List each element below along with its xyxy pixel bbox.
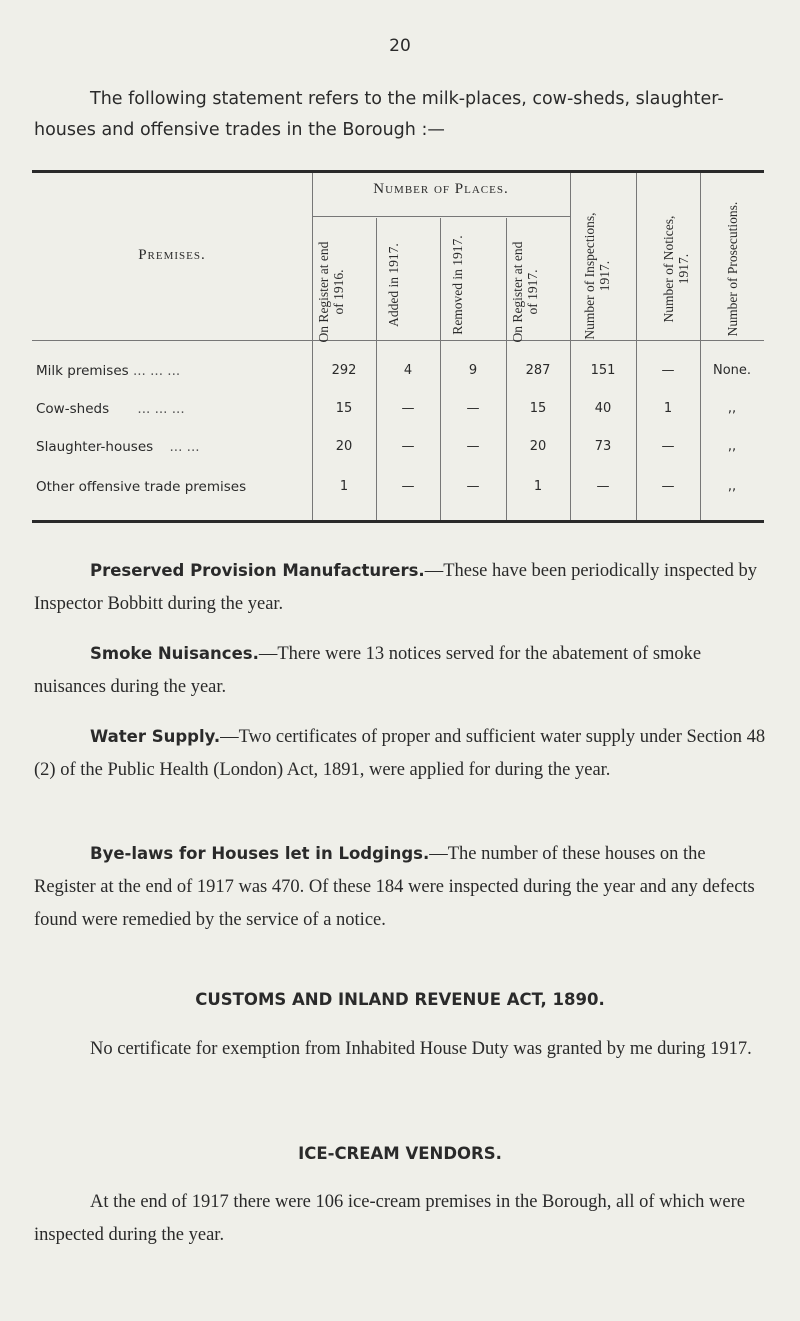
leader-dots: ... ...: [169, 439, 200, 455]
cell-removed-1917: —: [466, 401, 480, 416]
section-text: —The number of these houses on the Register at the end of 1917 was 470. Of these 184 were inspected during the year and any defects found were remedied by the service of a notice.: [34, 844, 755, 930]
cell-register-1916: 292: [331, 363, 357, 378]
ice-cream-paragraph: At the end of 1917 there were 106 ice-cream premises in the Borough, all of which were inspected during the year.: [34, 1192, 745, 1245]
ice-cream-heading: ICE-CREAM VENDORS.: [298, 1144, 502, 1163]
customs-heading: CUSTOMS AND INLAND REVENUE ACT, 1890.: [195, 990, 605, 1009]
col-header-register-1917: On Register at end of 1917.: [510, 241, 540, 343]
section-lead: Smoke Nuisances.: [90, 644, 259, 663]
table-row: [32, 401, 764, 429]
section-text: —These have been periodically inspected by Inspector Bobbitt during the year.: [34, 561, 758, 614]
row-premises-label: Milk premises: [36, 363, 129, 379]
cell-notices: —: [661, 363, 675, 378]
premises-header: Premises.: [138, 247, 206, 263]
group-header-rule: [312, 216, 570, 217]
cell-register-1916: 1: [339, 479, 349, 494]
premises-table: [32, 170, 764, 525]
cell-removed-1917: 9: [468, 363, 478, 378]
row-premises-label: Cow-sheds: [36, 401, 110, 417]
cell-register-1916: 15: [335, 401, 353, 416]
table-top-rule: [32, 170, 764, 173]
page-number: 20: [389, 36, 411, 56]
cell-removed-1917: —: [466, 479, 480, 494]
table-divider: [570, 173, 571, 520]
cell-notices: —: [661, 479, 675, 494]
cell-inspections: 73: [594, 439, 612, 454]
cell-prosecutions: ,,: [727, 401, 737, 416]
col-header-added-1917: Added in 1917.: [386, 243, 401, 327]
col-header-prosecutions: Number of Prosecutions.: [725, 201, 740, 337]
table-row: [32, 363, 764, 391]
section-water-supply: [34, 720, 770, 787]
table-row: [32, 439, 764, 467]
cell-prosecutions: ,,: [727, 479, 737, 494]
cell-notices: 1: [663, 401, 673, 416]
cell-register-1917: 1: [533, 479, 543, 494]
cell-removed-1917: —: [466, 439, 480, 454]
cell-register-1917: 15: [529, 401, 547, 416]
section-lead: Bye-laws for Houses let in Lodgings.: [90, 844, 430, 863]
cell-added-1917: 4: [403, 363, 413, 378]
cell-register-1916: 20: [335, 439, 353, 454]
intro-paragraph: The following statement refers to the milk-places, cow-sheds, slaughter-houses and offensive trades in the Borough :—: [34, 89, 724, 140]
number-of-places-header: Number of Places.: [373, 181, 509, 197]
header-bottom-rule: [32, 340, 764, 341]
cell-inspections: —: [596, 479, 610, 494]
cell-inspections: 151: [590, 363, 616, 378]
row-premises-label: Slaughter-houses: [36, 439, 154, 455]
cell-added-1917: —: [401, 439, 415, 454]
section-lead: Preserved Provision Manufacturers.: [90, 561, 425, 580]
table-row: [32, 479, 764, 507]
col-header-register-1916: On Register at end of 1916.: [316, 241, 346, 343]
row-premises-label: Other offensive trade premises: [36, 479, 247, 495]
customs-paragraph: No certificate for exemption from Inhabited House Duty was granted by me during 1917.: [90, 1039, 752, 1059]
cell-added-1917: —: [401, 479, 415, 494]
section-text: —There were 13 notices served for the abatement of smoke nuisances during the year.: [34, 644, 702, 697]
col-header-inspections: Number of Inspections, 1917.: [582, 212, 612, 340]
cell-prosecutions: ,,: [727, 439, 737, 454]
section-bye-laws: [34, 837, 770, 937]
section-smoke-nuisances: [34, 637, 770, 704]
col-header-removed-1917: Removed in 1917.: [450, 235, 465, 335]
col-header-notices: Number of Notices, 1917.: [661, 215, 691, 323]
cell-notices: —: [661, 439, 675, 454]
section-lead: Water Supply.: [90, 727, 221, 746]
cell-inspections: 40: [594, 401, 612, 416]
cell-register-1917: 287: [525, 363, 551, 378]
leader-dots: ... ... ...: [132, 363, 181, 379]
table-divider: [312, 173, 313, 520]
cell-prosecutions: None.: [712, 363, 752, 378]
table-bottom-rule: [32, 520, 764, 523]
cell-added-1917: —: [401, 401, 415, 416]
leader-dots: ... ... ...: [137, 401, 185, 417]
cell-register-1917: 20: [529, 439, 547, 454]
section-preserved-provisions: [34, 554, 770, 621]
section-text: —Two certificates of proper and sufficient water supply under Section 48 (2) of the Public Health (London) Act, 1891, were applied for during the year.: [34, 727, 766, 780]
